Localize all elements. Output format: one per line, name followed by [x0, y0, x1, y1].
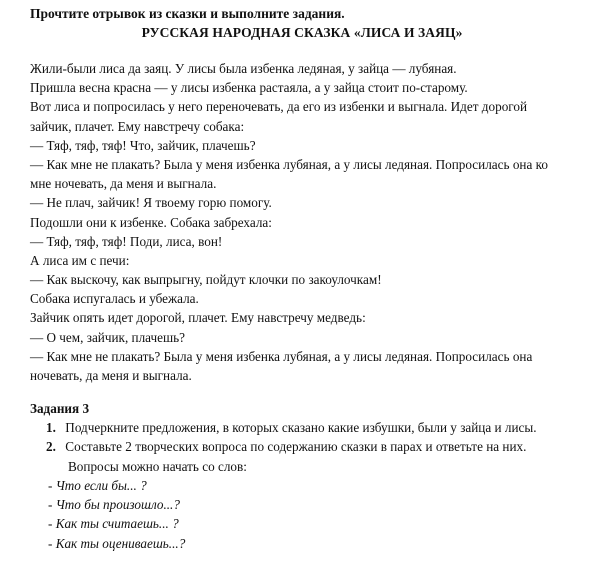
question-prompt: - Как ты оцениваешь...? [48, 535, 186, 551]
story-line: Собака испугалась и убежала. [30, 291, 199, 307]
story-line: Пришла весна красна — у лисы избенка растаяла, а у зайца стоит по-старому. [30, 80, 468, 96]
story-line: — Как мне не плакать? Была у меня избенка лубяная, а у лисы ледяная. Попросилась она [30, 348, 533, 364]
story-line: Вот лиса и попросилась у него переночевать, да его из избенки и выгнала. Идет дорогой [30, 99, 528, 115]
story-line: ночевать, да меня и выгнала. [30, 368, 192, 383]
question-prompt: - Что если бы... ? [48, 478, 147, 493]
story-line: Подошли они к избенке. Собака забрехала: [30, 214, 272, 230]
task-text: Составьте 2 творческих вопроса по содержанию сказки в парах и ответьте на них. [65, 439, 527, 455]
task-item [46, 437, 601, 456]
task-number: 2. [46, 439, 56, 455]
task-list [46, 418, 601, 476]
story-title: РУССКАЯ НАРОДНАЯ СКАЗКА «ЛИСА И ЗАЯЦ» [141, 25, 463, 40]
task-text: Подчеркните предложения, в которых сказано какие избушки, были у зайца и лисы. [65, 420, 537, 435]
instruction-heading: Прочтите отрывок из сказки и выполните задания. [30, 6, 345, 21]
question-prompts [48, 476, 185, 553]
task-note: Вопросы можно начать со слов: [68, 458, 247, 474]
story-line: — О чем, зайчик, плачешь? [30, 329, 186, 345]
story-line: мне ночевать, да меня и выгнала. [30, 176, 217, 192]
story-line: — Не плач, зайчик! Я твоему горю помогу. [30, 195, 272, 211]
tasks-heading: Задания 3 [30, 401, 90, 416]
story-text [30, 59, 600, 385]
question-prompt: - Как ты считаешь... ? [48, 516, 179, 532]
question-prompt: - Что бы произошло...? [48, 497, 180, 513]
story-line: Жили-были лиса да заяц. У лисы была избенка ледяная, у зайца — лубяная. [30, 61, 457, 76]
story-line: — Тяф, тяф, тяф! Поди, лиса, вон! [30, 233, 223, 249]
story-line: — Тяф, тяф, тяф! Что, зайчик, плачешь? [30, 137, 256, 153]
task-item [46, 418, 601, 437]
story-line: Зайчик опять идет дорогой, плачет. Ему навстречу медведь: [30, 310, 366, 326]
story-line: зайчик, плачет. Ему навстречу собака: [30, 118, 245, 134]
story-line: — Как мне не плакать? Была у меня избенка лубяная, а у лисы ледяная. Попросилась она ко [30, 156, 548, 172]
task-number: 1. [46, 420, 56, 435]
story-line: А лиса им с печи: [30, 252, 130, 268]
story-line: — Как выскочу, как выпрыгну, пойдут клочки по закоулочкам! [30, 272, 382, 288]
